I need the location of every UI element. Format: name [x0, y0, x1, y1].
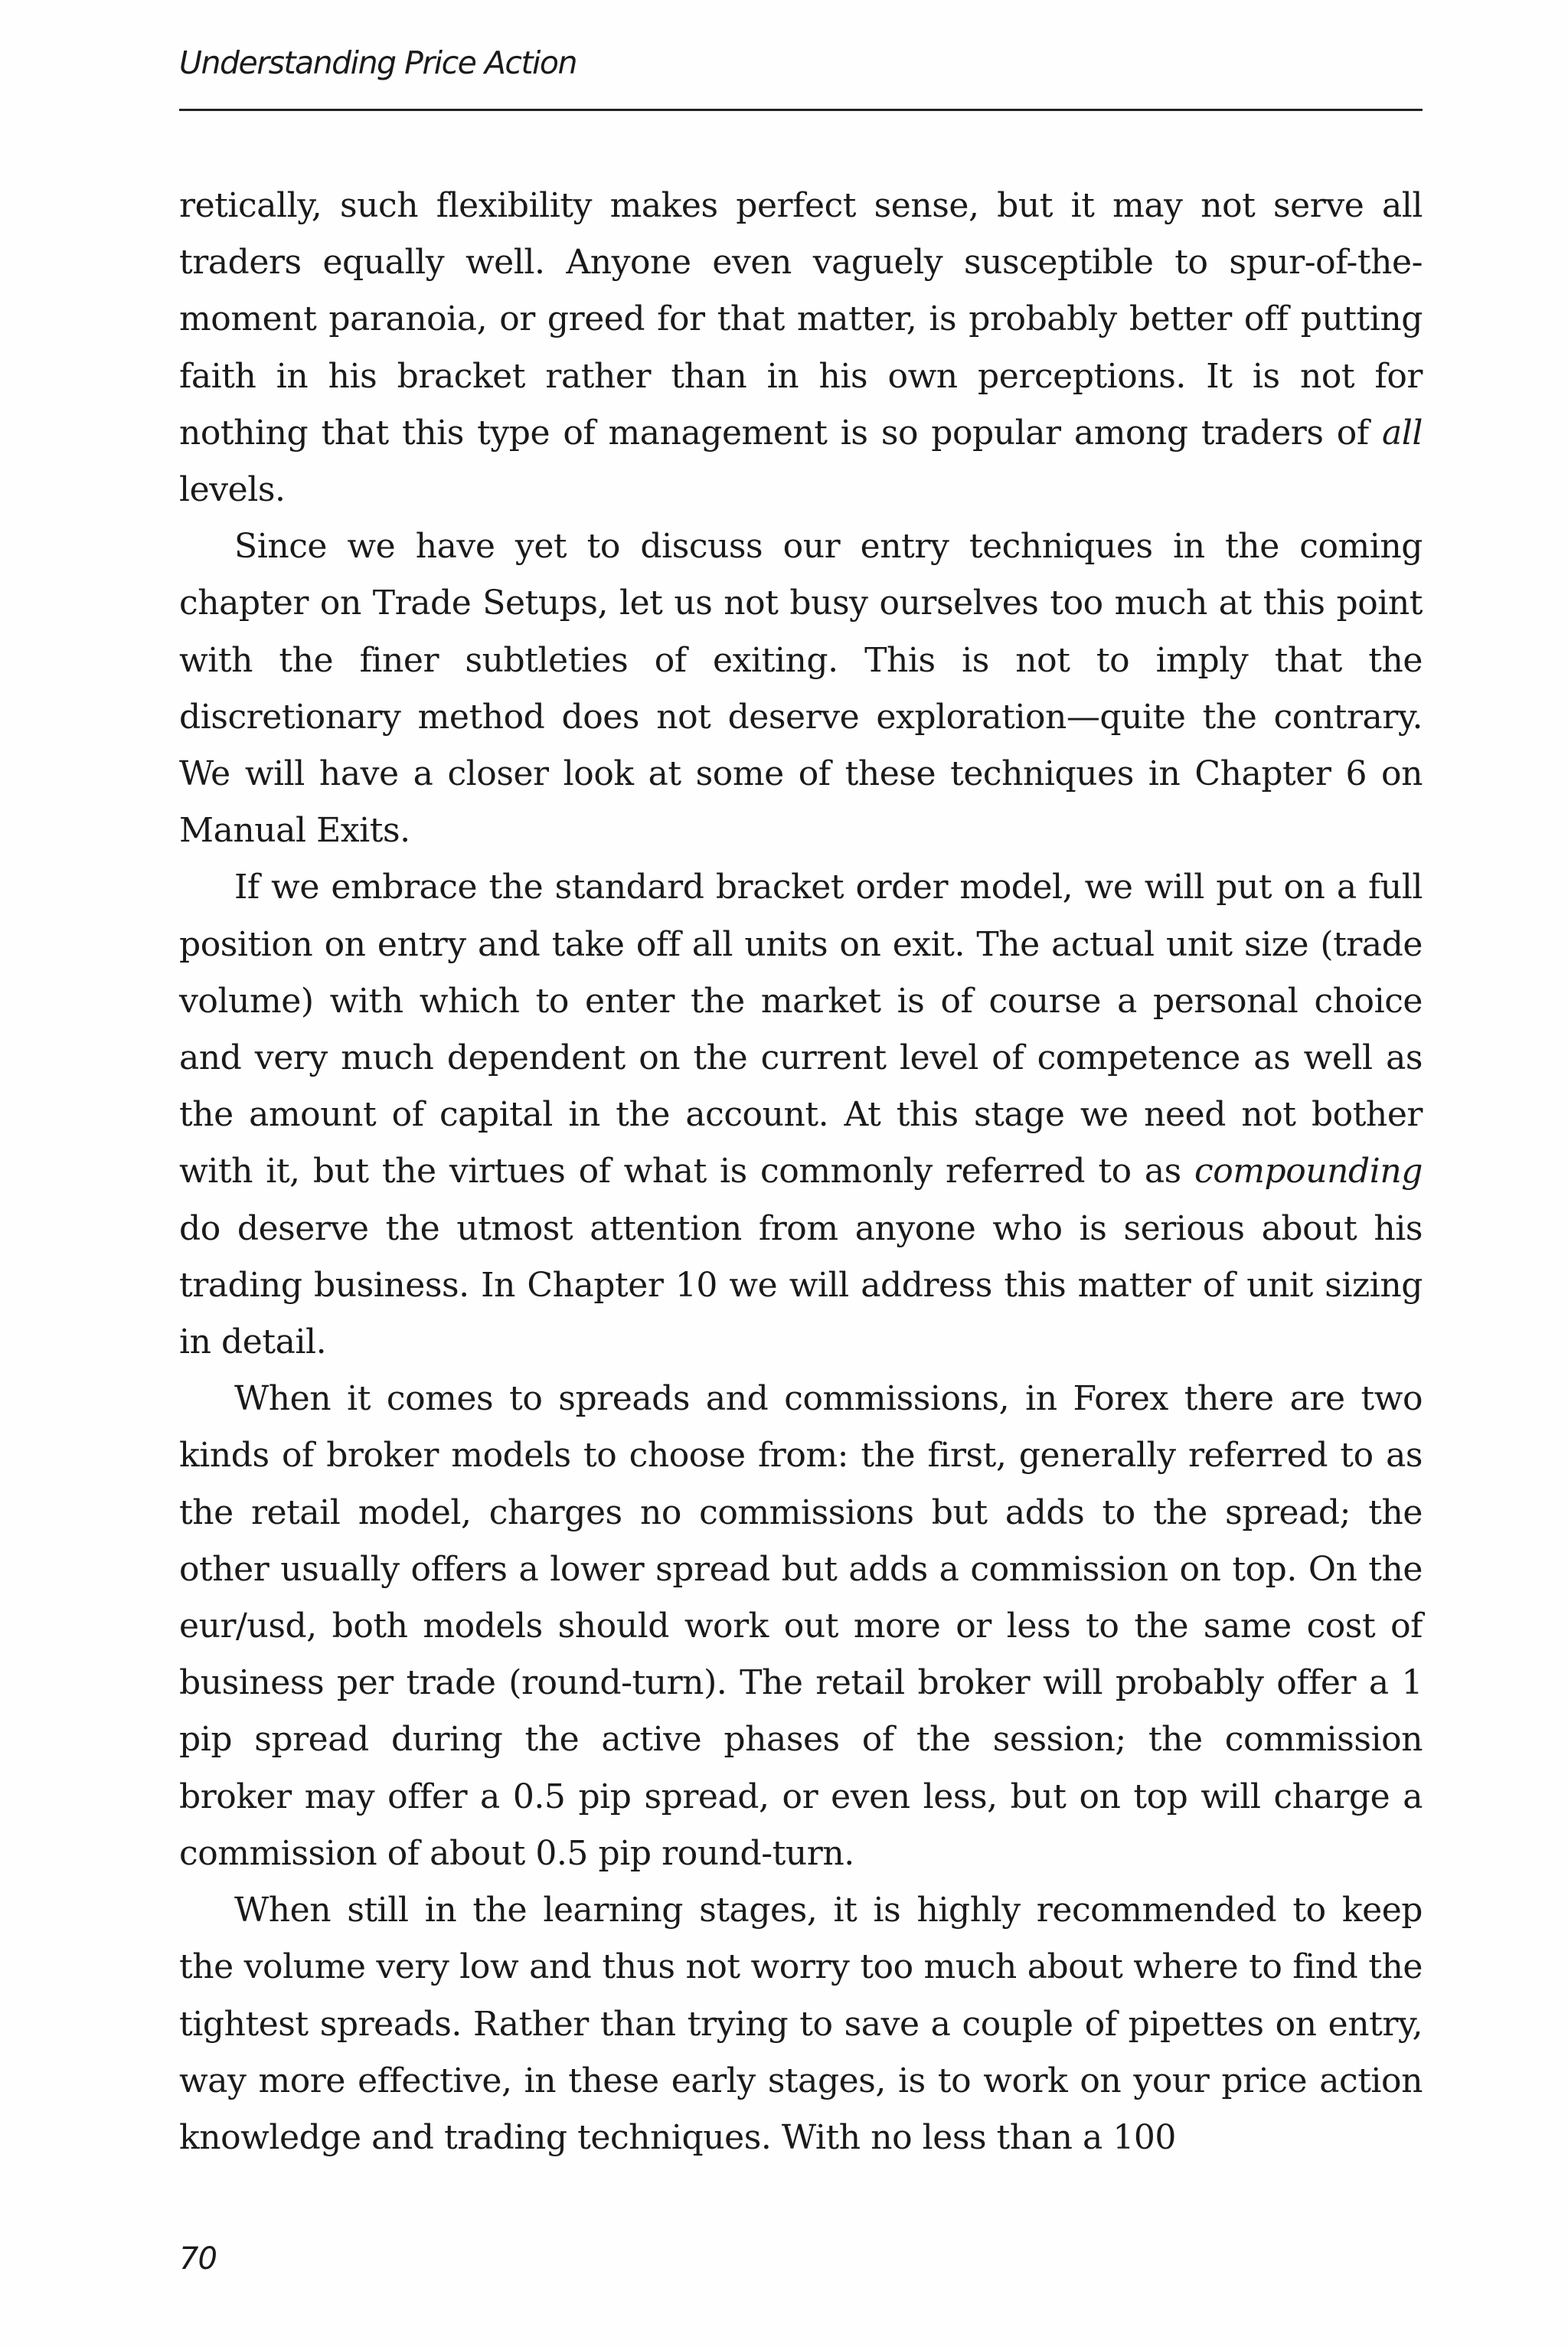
emphasis-all: all: [1381, 413, 1423, 453]
paragraph-5: When still in the learning stages, it is highly recommended to keep the volume very low and thus not worry too much about where to find the tightest spreads. Rather than trying to save a couple of pipettes on entry, way more effective, in these early stages, is to work on your price action knowledge and trading techniques. With no less than a 100: [179, 1891, 1423, 2157]
paragraph-1-text-a: retically, such flexibility makes perfect sense, but it may not serve all traders equally well. Anyone even vaguely susceptible to spur-of-the-moment paranoia, or greed for that matter, is probably better off putting faith in his bracket rather than in his own perceptions. It is not for nothing that this type of management is so popular among traders of: [179, 186, 1423, 453]
running-title: Understanding Price Action: [179, 44, 577, 81]
paragraph-1-text-b: levels.: [179, 470, 286, 510]
body-text: [179, 178, 1423, 2166]
emphasis-compounding: compounding: [1194, 1152, 1423, 1191]
running-header: [179, 44, 1423, 81]
page-number: 70: [179, 2241, 217, 2277]
paragraph-2: Since we have yet to discuss our entry techniques in the coming chapter on Trade Setups, let us not busy ourselves too much at this point with the finer subtleties of exiting. This is not to imply that the discretionary method does not deserve exploration—quite the contrary. We will have a closer look at some of these techniques in Chapter 6 on Manual Exits.: [179, 527, 1423, 851]
paragraph-1: [179, 178, 1423, 518]
paragraph-3-text-a: If we embrace the standard bracket order model, we will put on a full position on entry and take off all units on exit. The actual unit size (trade volume) with which to enter the market is of course a personal choice and very much dependent on the current level of competence as well as the amount of capital in the account. At this stage we need not bother with it, but the virtues of what is commonly referred to as: [179, 868, 1423, 1191]
paragraph-3-text-b: do deserve the utmost attention from anyone who is serious about his trading business. In Chapter 10 we will address this matter of unit sizing in detail.: [179, 1208, 1423, 1362]
header-rule: [179, 109, 1423, 111]
paragraph-3: [179, 859, 1423, 1371]
paragraph-4: When it comes to spreads and commissions, in Forex there are two kinds of broker models to choose from: the first, generally referred to as the retail model, charges no commissions but adds to the spread; the other usually offers a lower spread but adds a commission on top. On the eur/usd, both models should work out more or less to the same cost of business per trade (round-turn). The retail broker will probably offer a 1 pip spread during the active phases of the session; the commission broker may offer a 0.5 pip spread, or even less, but on top will charge a commission of about 0.5 pip round-turn.: [179, 1379, 1423, 1873]
